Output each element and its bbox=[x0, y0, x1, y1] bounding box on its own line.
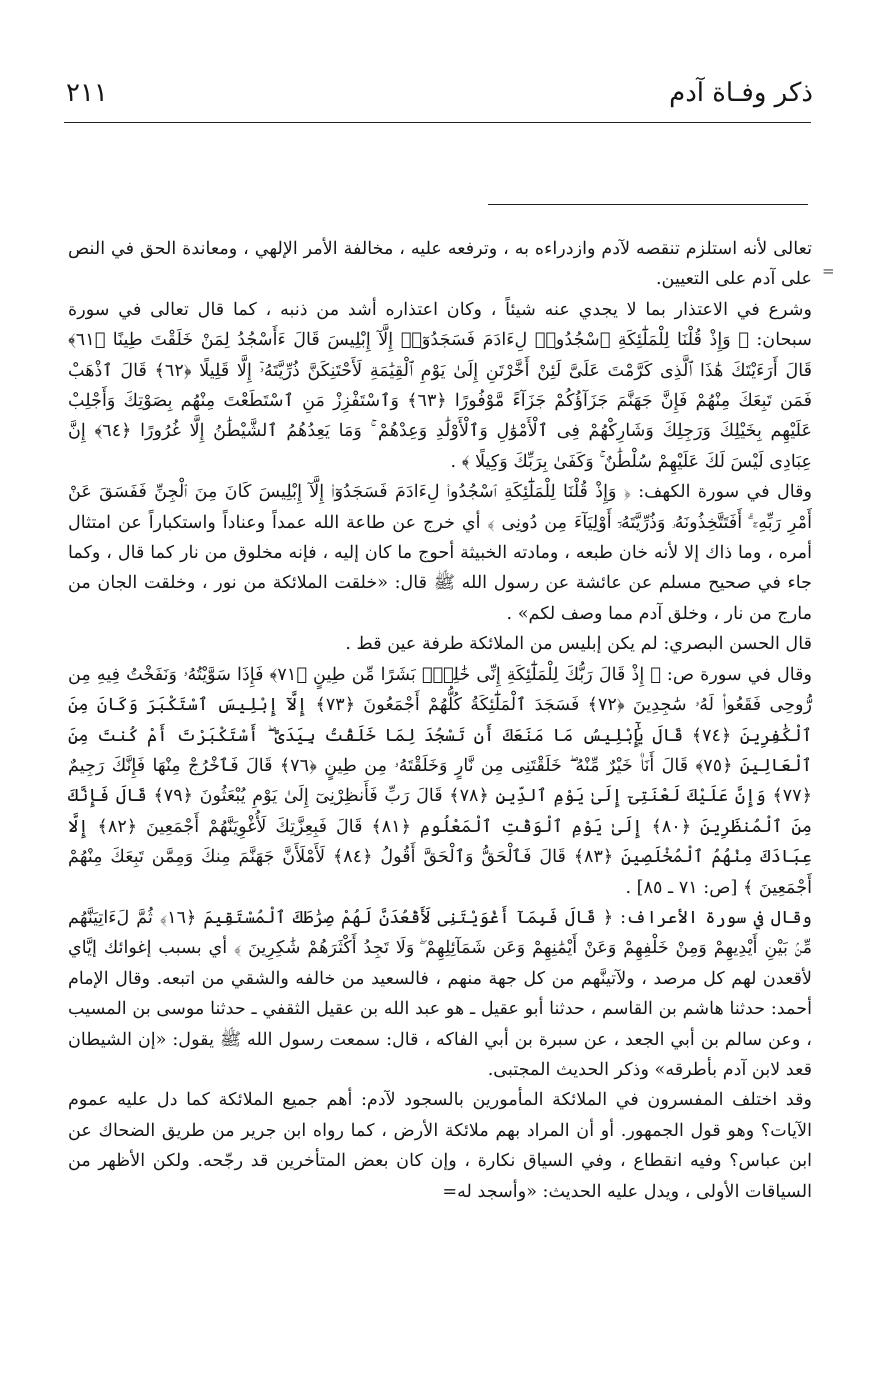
header-rule bbox=[64, 122, 811, 123]
footnote-separator-rule bbox=[488, 204, 808, 205]
paragraph-2: وشرع في الاعتذار بما لا يجدي عنه شيئاً ، وكان اعتذاره أشد من ذنبه ، كما قال تعالى في سورة سبحان: ﴿ وَإِذْ قُلْنَا لِلْمَلَٰٓئِكَةِ ٱسْجُدُوا۟ لِءَادَمَ فَسَجَدُوٓا۟ إِلَّآ إِبْلِيسَ قَالَ ءَأَسْجُدُ لِمَنْ خَلَقْتَ طِينًا ﴿٦١﴾ قَالَ أَرَءَيْتَكَ هَٰذَا ٱلَّذِى كَرَّمْتَ عَلَىَّ لَئِنْ أَخَّرْتَنِ إِلَىٰ يَوْمِ ٱلْقِيَٰمَةِ لَأَحْتَنِكَنَّ ذُرِّيَّتَهُۥٓ إِلَّا قَلِيلًا ﴿٦٢﴾ قَالَ ٱذْهَبْ فَمَن تَبِعَكَ مِنْهُمْ فَإِنَّ جَهَنَّمَ جَزَآؤُكُمْ جَزَآءً مَّوْفُورًا ﴿٦٣﴾ وَٱسْتَفْزِزْ مَنِ ٱسْتَطَعْتَ مِنْهُم بِصَوْتِكَ وَأَجْلِبْ عَلَيْهِم بِخَيْلِكَ وَرَجِلِكَ وَشَارِكْهُمْ فِى ٱلْأَمْوَٰلِ وَٱلْأَوْلَٰدِ وَعِدْهُمْ ۚ وَمَا يَعِدُهُمُ ٱلشَّيْطَٰنُ إِلَّا غُرُورًا ﴿٦٤﴾ إِنَّ عِبَادِى لَيْسَ لَكَ عَلَيْهِمْ سُلْطَٰنٌ ۚ وَكَفَىٰ بِرَبِّكَ وَكِيلًا ﴾ . bbox=[68, 299, 812, 472]
paragraph-1: تعالى لأنه استلزم تنقصه لآدم وازدراءه به ، وترفعه عليه ، مخالفة الأمر الإلهي ، ومعاندة الحق في النص على آدم على التعيين. bbox=[68, 239, 812, 290]
running-header bbox=[66, 78, 813, 108]
paragraph-5: وقال في سورة ص: ﴿ إِذْ قَالَ رَبُّكَ لِلْمَلَٰٓئِكَةِ إِنِّى خَٰلِقٌۢ بَشَرًا مِّن طِينٍ ﴿٧١﴾ فَإِذَا سَوَّيْتُهُۥ وَنَفَخْتُ فِيهِ مِن رُّوحِى فَقَعُوا۟ لَهُۥ سَٰجِدِينَ ﴿٧٢﴾ فَسَجَدَ ٱلْمَلَٰٓئِكَةُ كُلُّهُمْ أَجْمَعُونَ ﴿٧٣﴾ إِلَّآ إِبْلِيسَ ٱسْتَكْبَرَ وَكَانَ مِنَ ٱلْكَٰفِرِينَ ﴿٧٤﴾ قَالَ يَٰٓإِبْلِيسُ مَا مَنَعَكَ أَن تَسْجُدَ لِمَا خَلَقْتُ بِيَدَىَّ ۖ أَسْتَكْبَرْتَ أَمْ كُنتَ مِنَ ٱلْعَالِينَ ﴿٧٥﴾ قَالَ أَنَا۠ خَيْرٌ مِّنْهُ ۖ خَلَقْتَنِى مِن نَّارٍ وَخَلَقْتَهُۥ مِن طِينٍ ﴿٧٦﴾ قَالَ فَٱخْرُجْ مِنْهَا فَإِنَّكَ رَجِيمٌ ﴿٧٧﴾ وَإِنَّ عَلَيْكَ لَعْنَتِىٓ إِلَىٰ يَوْمِ ٱلدِّينِ ﴿٧٨﴾ قَالَ رَبِّ فَأَنظِرْنِىٓ إِلَىٰ يَوْمِ يُبْعَثُونَ ﴿٧٩﴾ قَالَ فَإِنَّكَ مِنَ ٱلْمُنظَرِينَ ﴿٨٠﴾ إِلَىٰ يَوْمِ ٱلْوَقْتِ ٱلْمَعْلُومِ ﴿٨١﴾ قَالَ فَبِعِزَّتِكَ لَأُغْوِيَنَّهُمْ أَجْمَعِينَ ﴿٨٢﴾ إِلَّا عِبَادَكَ مِنْهُمُ ٱلْمُخْلَصِينَ ﴿٨٣﴾ قَالَ فَٱلْحَقُّ وَٱلْحَقَّ أَقُولُ ﴿٨٤﴾ لَأَمْلَأَنَّ جَهَنَّمَ مِنكَ وَمِمَّن تَبِعَكَ مِنْهُمْ أَجْمَعِينَ ﴾ [ص: ٧١ ـ ٨٥] . bbox=[68, 664, 813, 898]
page-number: ٢١١ bbox=[66, 78, 108, 108]
paragraph-6: وقال في سورة الأعراف: ﴿ قَالَ فَبِمَآ أَغْوَيْتَنِى لَأَقْعُدَنَّ لَهُمْ صِرَٰطَكَ ٱلْمُسْتَقِيمَ ﴿١٦﴾ ثُمَّ لَءَاتِيَنَّهُم مِّنۢ بَيْنِ أَيْدِيهِمْ وَمِنْ خَلْفِهِمْ وَعَنْ أَيْمَٰنِهِمْ وَعَن شَمَآئِلِهِمْ ۖ وَلَا تَجِدُ أَكْثَرَهُمْ شَٰكِرِينَ ﴾ أي بسبب إغوائك إيَّاي لأقعدن لهم كل مرصد ، ولآتينَّهم من كل جهة منهم ، فالسعيد من خالفه والشقي من اتبعه. وقال الإمام أحمد: حدثنا هاشم بن القاسم ، حدثنا أبو عقيل ـ هو عبد الله بن عقيل الثقفي ـ حدثنا موسى بن المسيب ، وعن سالم بن أبي الجعد ، عن سبرة بن أبي الفاكه ، قال: سمعت رسول الله ﷺ يقول: «إن الشيطان قعد لابن آدم بأطرقه» وذكر الحديث المجتبى. bbox=[68, 907, 812, 1080]
paragraph-3: وقال في سورة الكهف: ﴿ وَإِذْ قُلْنَا لِلْمَلَٰٓئِكَةِ ٱسْجُدُوا۟ لِءَادَمَ فَسَجَدُوٓا۟ إِلَّآ إِبْلِيسَ كَانَ مِنَ ٱلْجِنِّ فَفَسَقَ عَنْ أَمْرِ رَبِّهِۦٓ ۗ أَفَتَتَّخِذُونَهُۥ وَذُرِّيَّتَهُۥٓ أَوْلِيَآءَ مِن دُونِى ﴾ أي خرج عن طاعة الله عمداً وعناداً واستكباراً عن امتثال أمره ، وما ذاك إلا لأنه خان طبعه ، ومادته الخبيثة أحوج ما كان إليه ، فإنه مخلوق من نار كما قال ، وكما جاء في صحيح مسلم عن عائشة عن رسول الله ﷺ قال: «خلقت الملائكة من نور ، وخلقت الجان من مارج من نار ، وخلق آدم مما وصف لكم» . bbox=[68, 482, 812, 624]
paragraph-7: وقد اختلف المفسرون في الملائكة المأمورين بالسجود لآدم: أهم جميع الملائكة كما دل عليه عموم الآيات؟ وهو قول الجمهور. أو أن المراد بهم ملائكة الأرض ، كما رواه ابن جرير من طريق الضحاك عن ابن عباس؟ وفيه انقطاع ، وفي السياق نكارة ، وإن كان بعض المتأخرين قد رجّحه. ولكن الأظهر من السياقات الأولى ، ويدل عليه الحديث: «وأسجد له= bbox=[68, 1090, 812, 1202]
paragraph-4: قال الحسن البصري: لم يكن إبليس من الملائكة طرفة عين قط . bbox=[345, 634, 812, 655]
chapter-title: ذكر وفـاة آدم bbox=[669, 78, 813, 108]
main-text bbox=[68, 234, 812, 1207]
continuation-mark: = bbox=[822, 262, 835, 280]
